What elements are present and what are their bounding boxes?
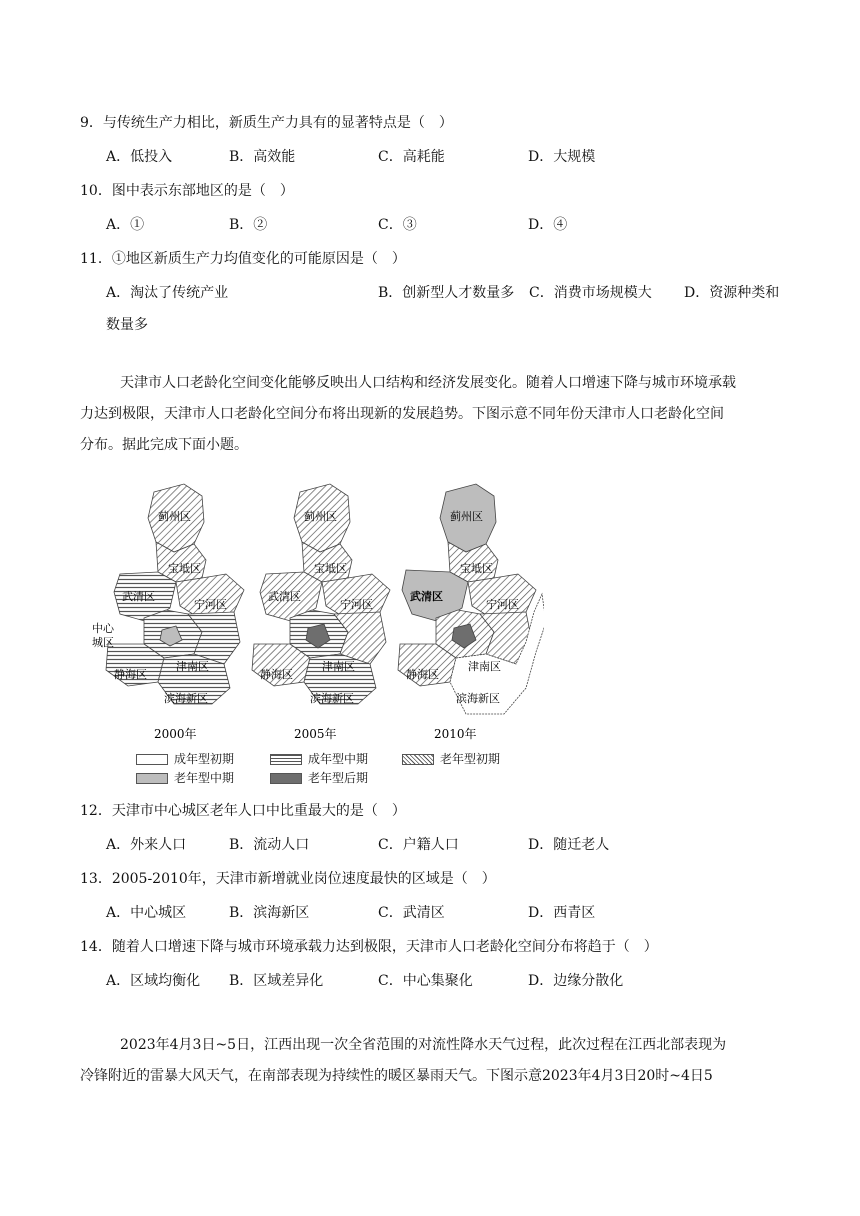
q14-option-d: D．边缘分散化 (528, 973, 624, 989)
label-2005-ninghe: 宁河区 (340, 598, 373, 611)
year-2010-label: 2010年 (434, 727, 477, 741)
question-10-stem: 10．图中表示东部地区的是（ ） (80, 183, 294, 199)
passage-1-line-3: 分布。据此完成下面小题。 (80, 437, 248, 453)
q13-option-d: D．西青区 (528, 905, 596, 921)
passage-1-line-1: 天津市人口老龄化空间变化能够反映出人口结构和经济发展变化。随着人口增速下降与城市环境承载 (120, 375, 736, 391)
question-12-stem: 12．天津市中心城区老年人口中比重最大的是（ ） (80, 803, 406, 819)
legend-swatch-old-late (270, 773, 302, 784)
q9-option-a: A．低投入 (106, 149, 173, 165)
legend-item-old-early (402, 750, 500, 767)
legend-swatch-adult-early (136, 754, 168, 765)
label-2000-binhai: 滨海新区 (164, 692, 208, 705)
q11-option-a: A．淘汰了传统产业 (106, 285, 229, 301)
label-2000-ninghe: 宁河区 (194, 598, 227, 611)
q12-option-a: A．外来人口 (106, 837, 187, 853)
label-2000-jinnan: 津南区 (176, 660, 209, 673)
maps-svg (84, 482, 544, 782)
q10-option-d: D．④ (528, 217, 568, 233)
q14-option-b: B．区域差异化 (229, 973, 324, 989)
legend-swatch-old-early (402, 754, 434, 765)
passage-2-line-1: 2023年4月3日~5日，江西出现一次全省范围的对流性降水天气过程，此次过程在江西北部表现为 (120, 1037, 727, 1053)
q9-option-b: B．高效能 (229, 149, 296, 165)
map-2000 (92, 484, 244, 705)
q13-option-b: B．滨海新区 (229, 905, 310, 921)
label-2005-baodi: 宝坻区 (314, 562, 347, 575)
label-2010-wuqing: 武清区 (410, 590, 443, 603)
year-2005-label: 2005年 (294, 727, 337, 741)
label-2010-baodi: 宝坻区 (460, 562, 493, 575)
label-2005-binhai: 滨海新区 (310, 692, 354, 705)
q12-option-b: B．流动人口 (229, 837, 310, 853)
map-2005 (252, 484, 390, 705)
q11-option-d: D．资源种类和 (684, 285, 780, 301)
q14-option-a: A．区域均衡化 (106, 973, 201, 989)
passage-jiangxi-weather (80, 1030, 780, 1092)
label-2010-jinnan: 津南区 (468, 660, 501, 673)
q11-option-c: C．消费市场规模大 (529, 285, 652, 301)
label-2000-center-1: 中心 (92, 622, 114, 635)
label-2005-jizhou: 蓟州区 (304, 510, 337, 523)
legend-label-adult-middle: 成年型中期 (308, 752, 369, 766)
q9-option-d: D．大规模 (528, 149, 596, 165)
year-2000-label: 2000年 (154, 727, 197, 741)
legend-item-adult-early (136, 750, 234, 767)
legend-item-old-late (270, 769, 368, 786)
legend-swatch-old-middle (136, 773, 168, 784)
legend-item-old-middle (136, 769, 234, 786)
question-11-stem: 11．①地区新质生产力均值变化的可能原因是（ ） (80, 251, 406, 267)
label-2010-jizhou: 蓟州区 (450, 510, 483, 523)
question-13-stem: 13．2005-2010年，天津市新增就业岗位速度最快的区域是（ ） (80, 871, 496, 887)
label-2005-jinnan: 津南区 (322, 660, 355, 673)
q12-option-d: D．随迁老人 (528, 837, 610, 853)
q11-option-d-continuation: 数量多 (106, 317, 148, 333)
passage-1-line-2: 力达到极限，天津市人口老龄化空间分布将出现新的发展趋势。下图示意不同年份天津市人口老龄化空间 (80, 406, 724, 422)
label-2010-ninghe: 宁河区 (486, 598, 519, 611)
q9-option-c: C．高耗能 (378, 149, 445, 165)
label-2000-jinghai: 静海区 (114, 668, 147, 681)
legend-item-adult-middle (270, 750, 368, 767)
passage-tianjin-aging (80, 368, 780, 461)
tianjin-aging-maps-figure (84, 482, 544, 782)
q10-option-b: B．② (229, 217, 268, 233)
q13-option-c: C．武清区 (378, 905, 445, 921)
legend-label-old-early: 老年型初期 (440, 752, 501, 766)
q12-option-c: C．户籍人口 (378, 837, 459, 853)
q10-option-a: A．① (106, 217, 145, 233)
q14-option-c: C．中心集聚化 (378, 973, 473, 989)
passage-2-line-2: 冷锋附近的雷暴大风天气，在南部表现为持续性的暖区暴雨天气。下图示意2023年4月3日20时~4日5 (80, 1068, 713, 1084)
legend-label-old-late: 老年型后期 (308, 771, 369, 785)
label-2005-jinghai: 静海区 (260, 668, 293, 681)
legend-label-old-middle: 老年型中期 (174, 771, 235, 785)
legend-label-adult-early: 成年型初期 (174, 752, 235, 766)
question-14-stem: 14．随着人口增速下降与城市环境承载力达到极限，天津市人口老龄化空间分布将趋于（ ） (80, 939, 658, 955)
question-9-stem: 9．与传统生产力相比，新质生产力具有的显著特点是（ ） (80, 115, 453, 131)
q10-option-c: C．③ (378, 217, 417, 233)
label-2000-jizhou: 蓟州区 (158, 510, 191, 523)
q11-option-b: B．创新型人才数量多 (378, 285, 515, 301)
label-2010-jinghai: 静海区 (406, 668, 439, 681)
map-2010 (398, 484, 544, 714)
label-2010-binhai: 滨海新区 (456, 692, 500, 705)
label-2000-wuqing: 武清区 (122, 590, 155, 603)
q13-option-a: A．中心城区 (106, 905, 187, 921)
label-2005-wuqing: 武清区 (268, 590, 301, 603)
legend-swatch-adult-middle (270, 754, 302, 765)
label-2000-baodi: 宝坻区 (168, 562, 201, 575)
label-2000-center-2: 城区 (92, 636, 114, 649)
